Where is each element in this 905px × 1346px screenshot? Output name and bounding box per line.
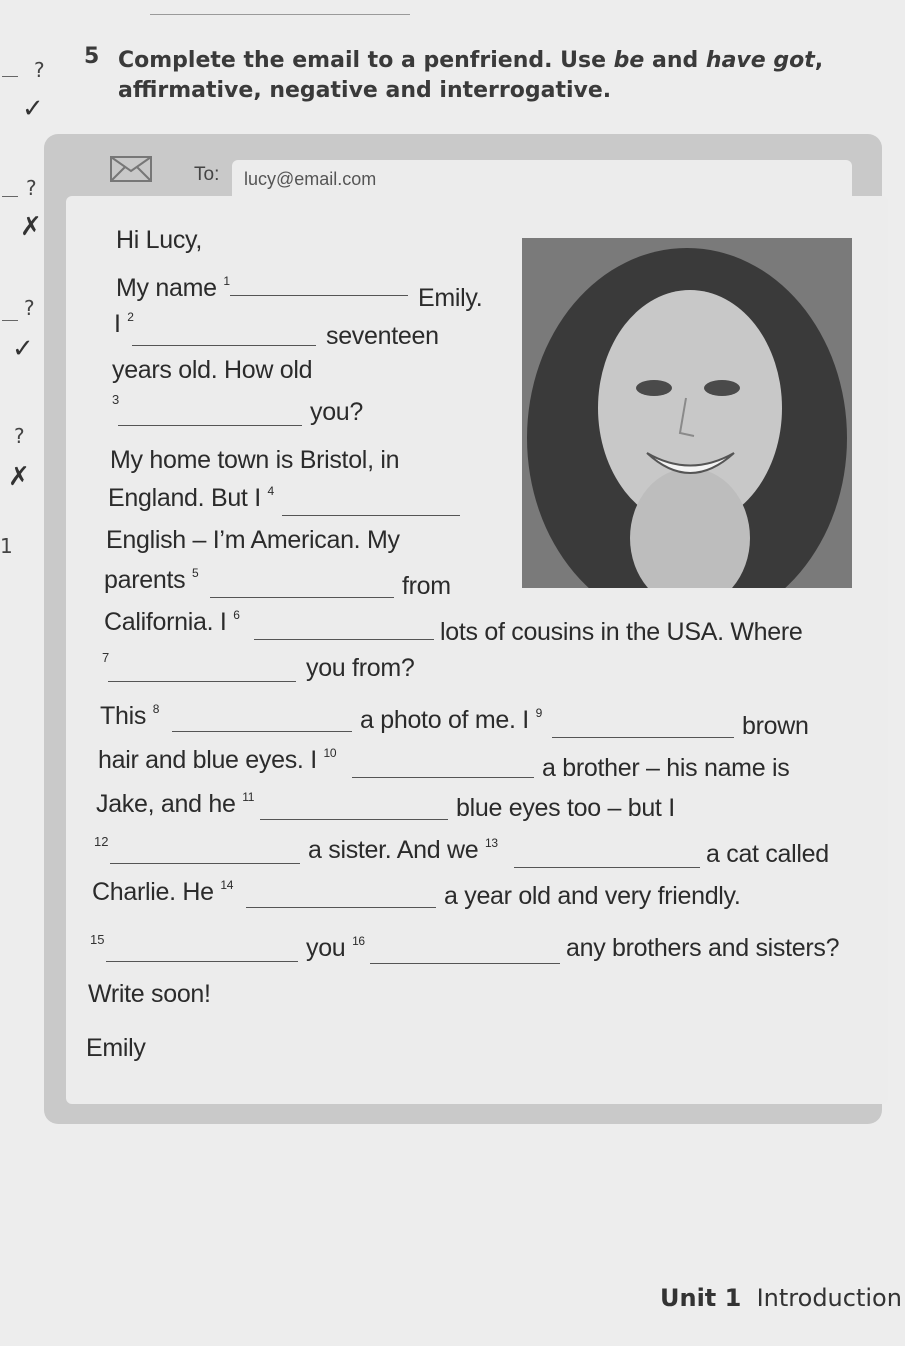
email-text: years old. How old bbox=[112, 356, 313, 384]
email-line: a photo of me. I $^9$ bbox=[360, 706, 542, 734]
top-rule bbox=[150, 14, 410, 15]
exercise-instruction: Complete the email to a penfriend. Use be and have got, affirmative, negative and interrogative. bbox=[118, 48, 824, 103]
answer-blank-12[interactable] bbox=[110, 862, 300, 864]
email-text: a brother – his name is bbox=[542, 754, 790, 782]
answer-blank-16[interactable] bbox=[370, 962, 560, 964]
answer-blank-15[interactable] bbox=[106, 960, 298, 962]
email-line: hair and blue eyes. I $^{10}$ bbox=[98, 746, 337, 774]
email-text: My home town is Bristol, in bbox=[110, 446, 400, 474]
margin-question-mark: ? bbox=[34, 58, 45, 82]
email-text: lots of cousins in the USA. Where bbox=[440, 618, 803, 646]
email-text: from bbox=[402, 572, 451, 600]
margin-dash bbox=[2, 320, 18, 321]
email-text: a cat called bbox=[706, 840, 829, 868]
answer-blank-7[interactable] bbox=[108, 680, 296, 682]
answer-blank-14[interactable] bbox=[246, 906, 436, 908]
to-address: lucy@email.com bbox=[244, 169, 377, 189]
answer-blank-4[interactable] bbox=[282, 514, 460, 516]
email-text: a year old and very friendly. bbox=[444, 882, 741, 910]
email-signoff: Write soon! bbox=[88, 980, 211, 1008]
email-text: brown bbox=[742, 712, 809, 740]
exercise-number: 5 bbox=[84, 44, 100, 69]
margin-question-mark: ? bbox=[14, 424, 25, 448]
email-line: My name $^1$ bbox=[116, 274, 408, 303]
email-line: I $^2$ bbox=[114, 310, 134, 338]
margin-cross-icon: ✗ bbox=[8, 462, 30, 492]
blank-number: 12 bbox=[94, 834, 109, 849]
email-text: you from? bbox=[306, 654, 415, 682]
email-text: you? bbox=[310, 398, 364, 426]
email-line: California. I $^6$ bbox=[104, 608, 240, 636]
answer-blank-3[interactable] bbox=[118, 424, 302, 426]
margin-check-icon: ✓ bbox=[12, 334, 34, 364]
margin-dash bbox=[2, 76, 18, 77]
answer-blank-11[interactable] bbox=[260, 818, 448, 820]
email-text: any brothers and sisters? bbox=[566, 934, 840, 962]
answer-blank-10[interactable] bbox=[352, 776, 534, 778]
email-line: parents $^5$ bbox=[104, 566, 199, 594]
blank-number: 15 bbox=[90, 932, 105, 947]
email-greeting: Hi Lucy, bbox=[116, 226, 203, 254]
margin-check-icon: ✓ bbox=[22, 94, 44, 124]
margin-question-mark: ? bbox=[24, 296, 35, 320]
margin-question-mark: ? bbox=[26, 176, 37, 200]
margin-dash bbox=[2, 196, 18, 197]
portrait-photo bbox=[522, 238, 852, 588]
email-text: seventeen bbox=[326, 322, 439, 350]
answer-blank-5[interactable] bbox=[210, 596, 394, 598]
email-line: Charlie. He $^{14}$ bbox=[92, 878, 234, 906]
answer-blank-8[interactable] bbox=[172, 730, 352, 732]
to-label: To: bbox=[194, 164, 220, 185]
email-line: you $^{16}$ bbox=[306, 934, 365, 962]
answer-blank-2[interactable] bbox=[132, 344, 316, 346]
unit-footer: Unit 1 Introduction bbox=[660, 1284, 902, 1312]
answer-blank-13[interactable] bbox=[514, 866, 700, 868]
email-text: English – I’m American. My bbox=[106, 526, 400, 554]
blank-number: 7 bbox=[102, 650, 110, 665]
blank-number: 3 bbox=[112, 392, 120, 407]
email-line: England. But I $^4$ bbox=[108, 484, 274, 512]
margin-mark: 1 bbox=[0, 534, 13, 558]
margin-cross-icon: ✗ bbox=[20, 212, 42, 242]
answer-blank-6[interactable] bbox=[254, 638, 434, 640]
email-text: blue eyes too – but I bbox=[456, 794, 675, 822]
answer-blank-9[interactable] bbox=[552, 736, 734, 738]
email-signature: Emily bbox=[86, 1034, 146, 1062]
envelope-icon bbox=[110, 156, 152, 182]
email-line: a sister. And we $^{13}$ bbox=[308, 836, 498, 864]
email-line: This $^8$ bbox=[100, 702, 160, 730]
email-text: Emily. bbox=[418, 284, 483, 312]
email-line: Jake, and he $^{11}$ bbox=[96, 790, 255, 818]
